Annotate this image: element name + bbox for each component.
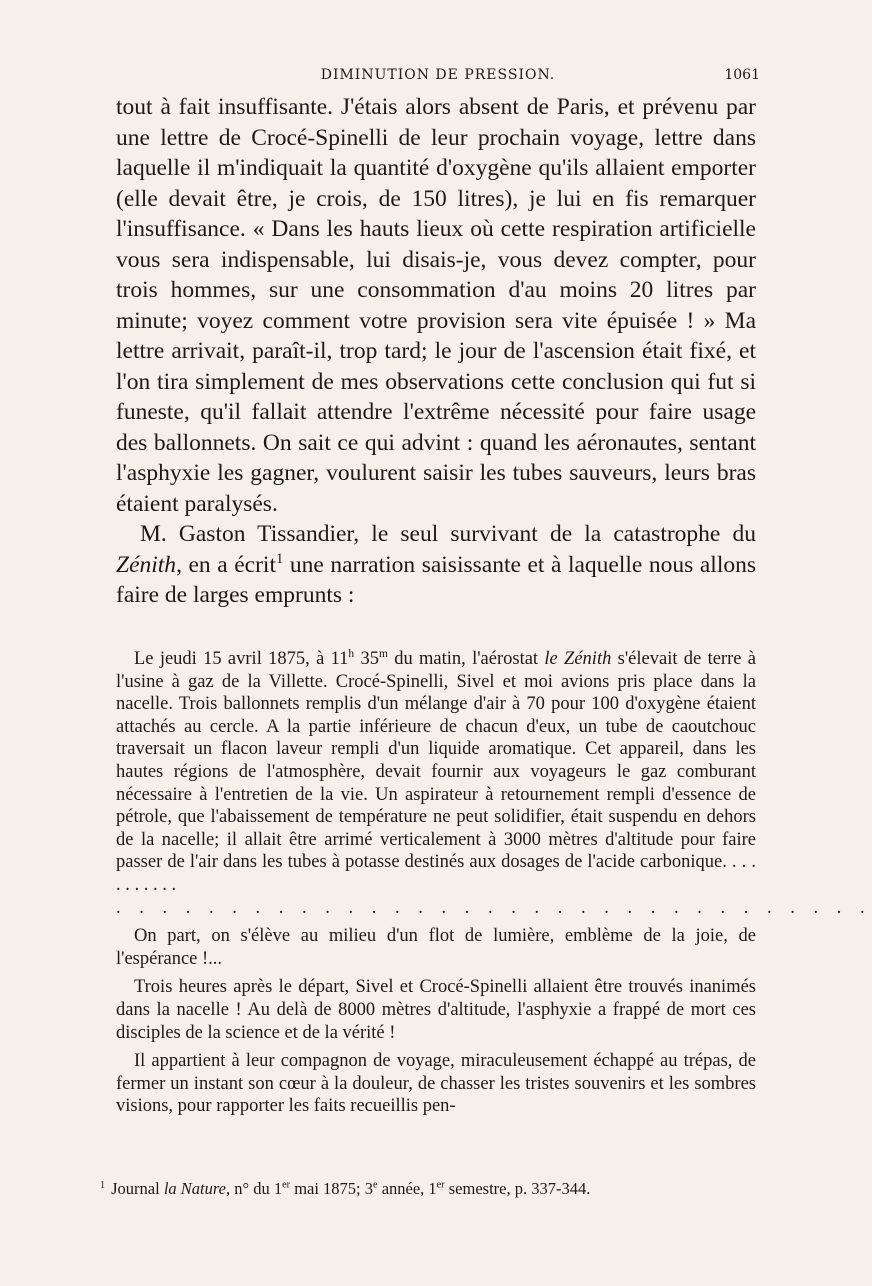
quoted-narration — [116, 647, 872, 1118]
p2-text-b: , en a écrit — [176, 551, 276, 578]
quote-paragraph-2: On part, on s'élève au milieu d'un flot de lumière, emblème de la joie, de l'espérance !... — [116, 926, 756, 969]
q1-text-d: s'élevait de terre à l'usine à gaz de la Villette. Crocé-Spinelli, Sivel et moi avions pris place dans la nacelle. Trois ballonnets remplis d'un mélange d'air à 70 pour 100 d'oxygène étaient attachés au cercle. A la partie inférieure de chacun d'eux, un tube de caoutchouc traversait un flacon laveur rempli d'un liquide aromatique. Cet appareil, dans les hautes régions de l'atmosphère, devait fournir aux voyageurs le gaz comburant nécessaire à l'entretien de la vie. Un aspirateur à retournement rempli d'essence de pétrole, que l'abaissement de température ne peut solidifier, était suspendu en dehors de la nacelle; il allait être arrimé verticalement à 3000 mètres d'altitude pour faire passer de l'air dans les tubes à potasse destinés aux dosages de l'acide carbonique. . . . . . . . . . . — [116, 649, 756, 895]
fn-text-b: , n° du 1 — [226, 1179, 283, 1198]
fn-sup-1: er — [282, 1179, 291, 1191]
fn-sup-2: e — [373, 1179, 378, 1191]
footnote — [100, 1178, 760, 1200]
p2-text-c: une narration saisissante et à laquelle nous allons faire de larges emprunts : — [116, 551, 757, 608]
running-title: DIMINUTION DE PRESSION. — [320, 67, 556, 83]
p2-text-a: M. Gaston Tissandier, le seul survivant de la catastrophe du — [140, 521, 756, 547]
q1-text-a: Le jeudi 15 avril 1875, à 11 — [134, 649, 349, 669]
footnote-ref: 1 — [275, 550, 284, 567]
hour-sup: h — [348, 647, 355, 660]
fn-text-e: semestre, p. 337-344. — [444, 1179, 591, 1198]
fn-sup-3: er — [436, 1179, 445, 1191]
quote-paragraph-4: Il appartient à leur compagnon de voyage, miraculeusement échappé au trépas, de fermer un instant son cœur à la douleur, de chasser les tristes souvenirs et les sombres visions, pour rapporter les faits recueillis pen- — [116, 1051, 756, 1117]
footnote-mark: 1 — [100, 1179, 106, 1191]
q1-text-c: du matin, l'aérostat — [387, 649, 545, 669]
paragraph-tissandier — [116, 519, 756, 611]
page-header — [116, 64, 760, 86]
ellipsis-line: . . . . . . . . . . . . . . . . . . . . . . . . . . . . . . . . . — [116, 897, 872, 918]
minute-sup: m — [378, 647, 388, 660]
page-number: 1061 — [724, 67, 760, 83]
fn-text-d: année, 1 — [377, 1179, 437, 1198]
journal-title-italic: la Nature — [163, 1179, 226, 1198]
quote-paragraph-1 — [116, 648, 756, 897]
main-text — [116, 92, 756, 611]
q1-text-b: 35 — [354, 649, 379, 669]
fn-text-a: Journal — [111, 1179, 164, 1198]
quote-paragraph-3: Trois heures après le départ, Sivel et Crocé-Spinelli allaient être trouvés inanimés dans la nacelle ! Au delà de 8000 mètres d'altitude, l'asphyxie a frappé de mort ces disciples de la science et de la vérité ! — [116, 977, 756, 1043]
fn-text-c: mai 1875; 3 — [290, 1179, 374, 1198]
zenith-italic: Zénith — [116, 551, 177, 578]
paragraph-continuation: tout à fait insuffisante. J'étais alors absent de Paris, et prévenu par une lettre de Crocé-Spinelli de leur prochain voyage, lettre dans laquelle il m'indiquait la quantité d'oxygène qu'ils allaient emporter (elle devait être, je crois, de 150 litres), je lui en fis remarquer l'insuffisance. « Dans les hauts lieux où cette respiration artificielle vous sera indispensable, lui disais-je, vous devez compter, pour trois hommes, sur une consommation d'au moins 20 litres par minute; voyez comment votre provision sera vite épuisée ! » Ma lettre arrivait, paraît-il, trop tard; le jour de l'ascension était fixé, et l'on tira simplement de mes observations cette conclusion qui fut si funeste, qu'il fallait attendre l'extrême nécessité pour faire usage des ballonnets. On sait ce qui advint : quand les aéronautes, sentant l'asphyxie les gagner, voulurent saisir les tubes sauveurs, leurs bras étaient paralysés. — [116, 94, 756, 517]
zenith-italic-quote: le Zénith — [544, 649, 612, 669]
